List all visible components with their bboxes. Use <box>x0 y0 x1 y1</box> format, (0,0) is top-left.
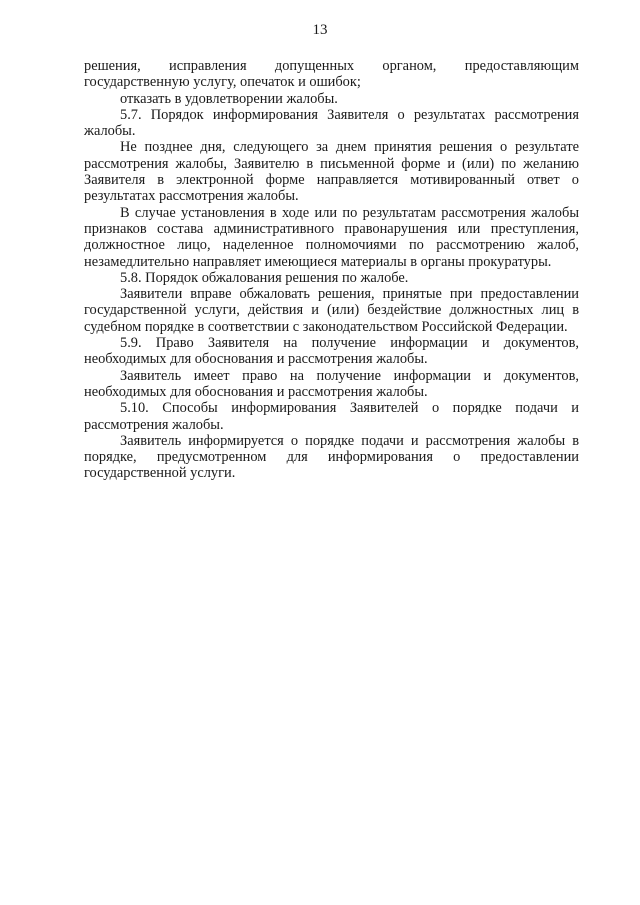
paragraph-continuation: решения, исправления допущенных органом, предоставляющим государственную услугу, опечаток и ошибок; <box>84 58 579 91</box>
page-number: 13 <box>312 22 328 38</box>
paragraph-information-right: Заявитель имеет право на получение информации и документов, необходимых для обоснования и рассмотрения жалобы. <box>84 367 579 400</box>
section-heading-5-10: 5.10. Способы информирования Заявителей о порядке подачи и рассмотрения жалобы. <box>84 400 579 433</box>
section-heading-5-8: 5.8. Порядок обжалования решения по жалобе. <box>120 269 409 286</box>
paragraph-refuse-complaint: отказать в удовлетворении жалобы. <box>120 90 338 107</box>
section-heading-5-9: 5.9. Право Заявителя на получение информации и документов, необходимых для обоснования и рассмотрения жалобы. <box>84 335 579 368</box>
paragraph-informing-procedure: Заявитель информируется о порядке подачи и рассмотрения жалобы в порядке, предусмотренном для информирования о предоставлении государственной услуги. <box>84 432 579 482</box>
paragraph-court-appeal: Заявители вправе обжаловать решения, принятые при предоставлении государственной услуги, действия и (или) бездействие должностных лиц в судебном порядке в соответствии с законодательством Российской Федерации. <box>84 286 579 335</box>
paragraph-response-deadline: Не позднее дня, следующего за днем принятия решения о результате рассмотрения жалобы, Заявителю в письменной форме и (или) по желанию Заявителя в электронной форме направляется мотивированный ответ о результатах рассмотрения жалобы. <box>84 139 579 205</box>
paragraph-offense-referral: В случае установления в ходе или по результатам рассмотрения жалобы признаков состава административного правонарушения или преступления, должностное лицо, наделенное полномочиями по рассмотрению жалоб, незамедлительно направляет имеющиеся материалы в органы прокуратуры. <box>84 204 579 270</box>
section-heading-5-7: 5.7. Порядок информирования Заявителя о результатах рассмотрения жалобы. <box>84 106 579 140</box>
document-body <box>84 58 579 482</box>
